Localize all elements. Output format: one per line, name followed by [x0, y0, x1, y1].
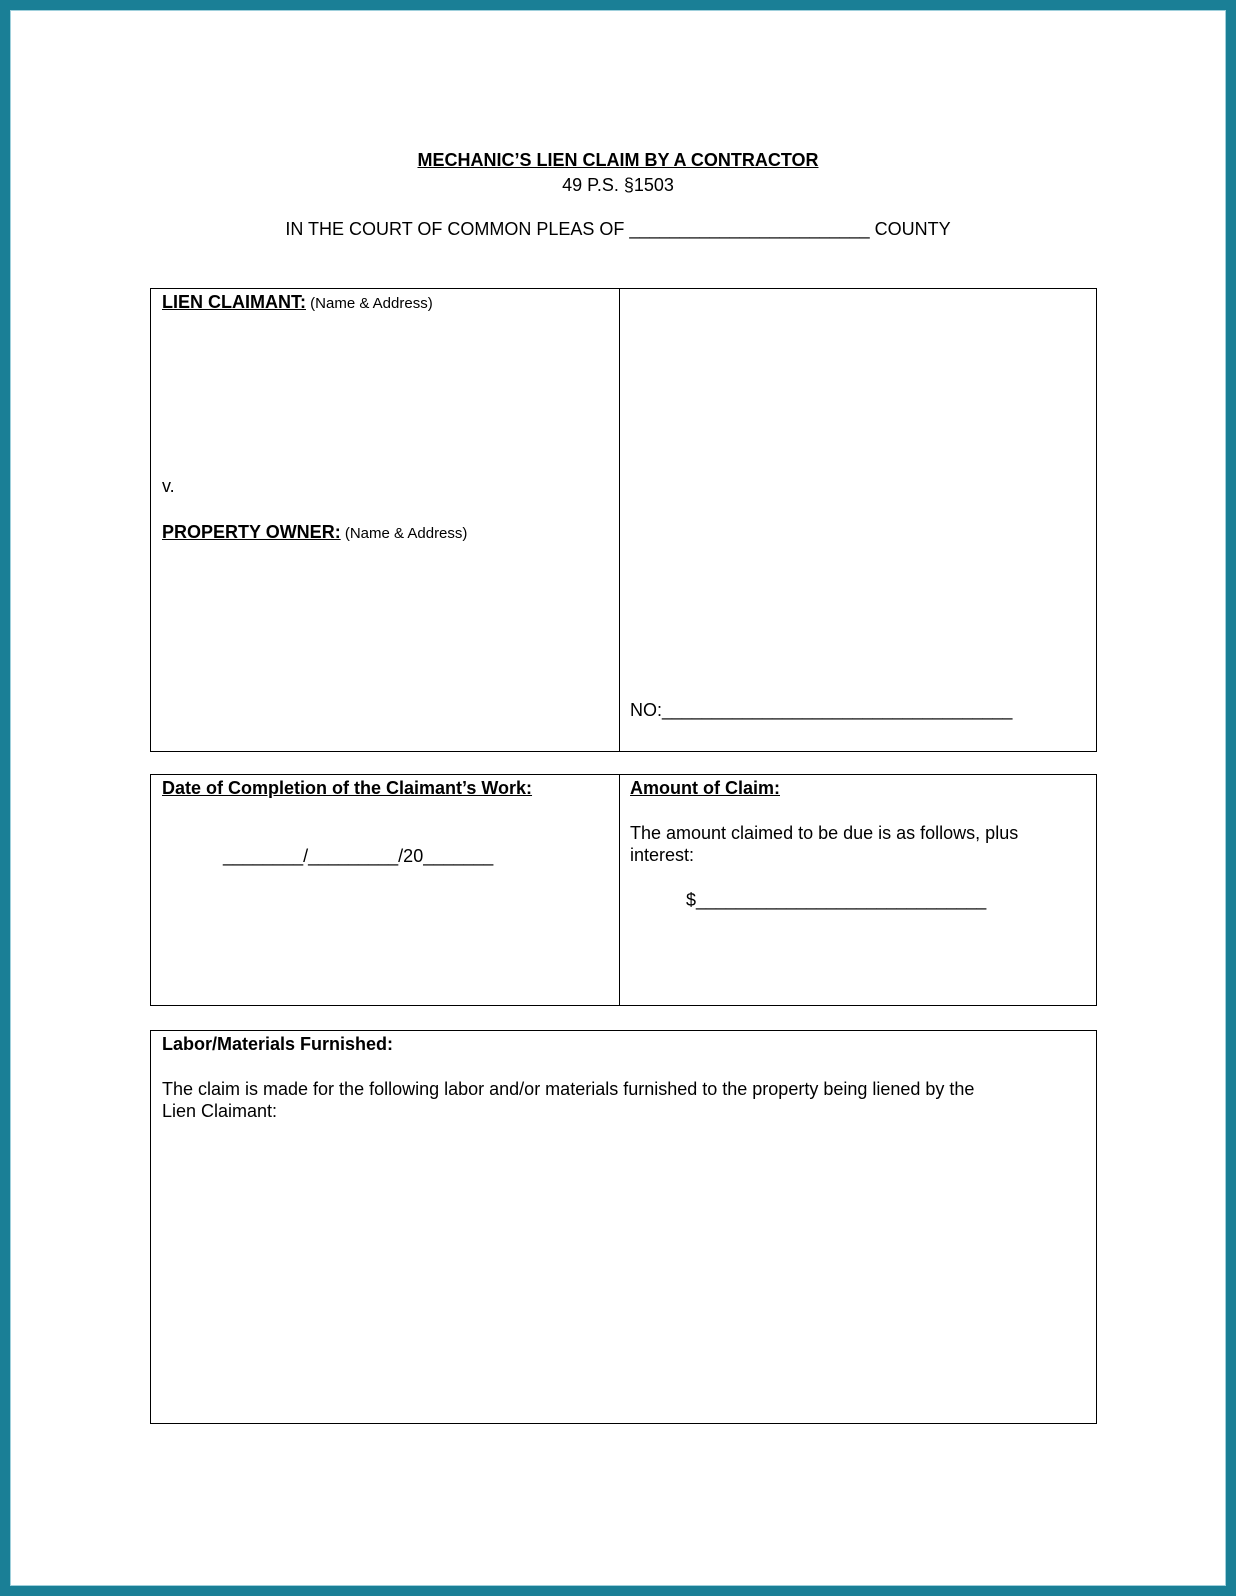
form-title: MECHANIC’S LIEN CLAIM BY A CONTRACTOR	[417, 150, 819, 170]
property-owner-note: (Name & Address)	[340, 525, 468, 542]
lien-claimant-note: (Name & Address)	[305, 295, 433, 312]
court-line: IN THE COURT OF COMMON PLEAS OF ________________________ COUNTY	[285, 219, 951, 239]
labor-text-line1: The claim is made for the following labor and/or materials furnished to the property being liened by the	[162, 1079, 975, 1099]
completion-date-line: ________/_________/20_______	[223, 846, 494, 866]
completion-amount-box	[150, 774, 1097, 1006]
versus-text: v.	[162, 476, 175, 496]
lien-claimant-label: LIEN CLAIMANT:	[162, 292, 306, 312]
parties-box	[150, 288, 1097, 752]
property-owner-label: PROPERTY OWNER:	[162, 522, 341, 542]
labor-text-line2: Lien Claimant:	[162, 1101, 278, 1121]
lien-claimant-heading	[162, 291, 433, 315]
completion-amount-divider	[619, 775, 620, 1005]
case-number-line: NO:___________________________________	[630, 700, 1013, 720]
amount-text-line2: interest:	[630, 845, 695, 865]
completion-date-label: Date of Completion of the Claimant’s Work:	[162, 778, 533, 798]
amount-text-line1: The amount claimed to be due is as follows, plus	[630, 823, 1019, 843]
property-owner-heading	[162, 521, 467, 545]
labor-materials-label: Labor/Materials Furnished:	[162, 1034, 394, 1054]
labor-materials-box	[150, 1030, 1097, 1424]
parties-divider	[619, 289, 620, 751]
amount-dollar-line: $_____________________________	[686, 890, 987, 910]
amount-of-claim-label: Amount of Claim:	[630, 778, 780, 798]
statute-reference: 49 P.S. §1503	[562, 175, 674, 195]
